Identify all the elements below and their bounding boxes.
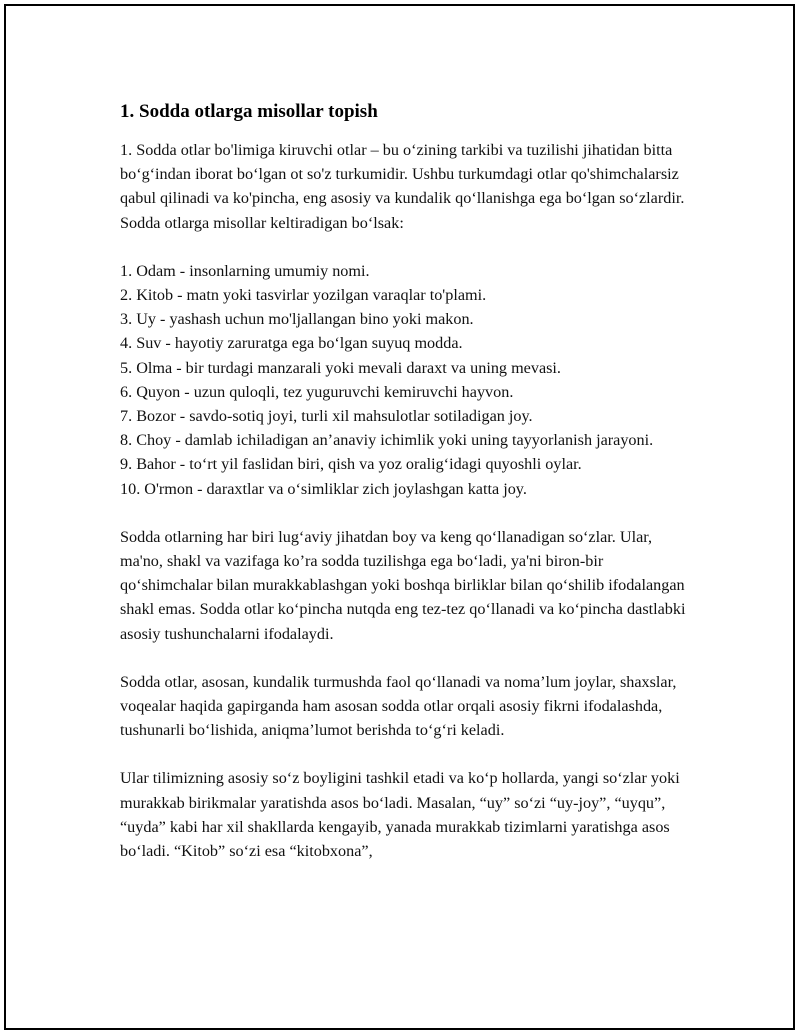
document-body: [120, 100, 690, 887]
list-item: 1. Odam - insonlarning umumiy nomi.: [120, 261, 370, 280]
body-paragraph-2: Sodda otlarning har biri lug‘aviy jihatdan boy va keng qo‘llanadigan so‘zlar. Ular, ma'no, shakl va vazifaga ko’ra sodda tuzilishga ega bo‘ladi, ya'ni biron-bir qo‘shimchalar bilan murakkablashgan yoki boshqa birliklar bilan qo‘shilib ifodalangan shakl emas. Sodda otlar ko‘pincha nutqda eng tez-tez qo‘llanadi va ko‘pincha dastlabki asosiy tushunchalarni ifodalaydi.: [120, 527, 686, 643]
body-paragraph-4: Ular tilimizning asosiy so‘z boyligini tashkil etadi va ko‘p hollarda, yangi so‘zlar yoki murakkab birikmalar yaratishda asos bo‘ladi. Masalan, “uy” so‘zi “uy-joy”, “uyqu”, “uyda” kabi har xil shakllarda kengayib, yanada murakkab tizimlarni yaratishga asos bo‘ladi. “Kitob” so‘zi esa “kitobxona”,: [120, 769, 680, 861]
list-item: 7. Bozor - savdo-sotiq joyi, turli xil mahsulotlar sotiladigan joy.: [120, 407, 533, 426]
list-item: 3. Uy - yashash uchun mo'ljallangan bino yoki makon.: [120, 310, 474, 329]
list-item: 4. Suv - hayotiy zaruratga ega bo‘lgan suyuq modda.: [120, 334, 463, 353]
list-item: 8. Choy - damlab ichiladigan an’anaviy ichimlik yoki uning tayyorlanish jarayoni.: [120, 431, 654, 450]
list-item: 6. Quyon - uzun quloqli, tez yuguruvchi kemiruvchi hayvon.: [120, 382, 514, 401]
list-item: 10. O'rmon - daraxtlar va o‘simliklar zich joylashgan katta joy.: [120, 479, 527, 498]
page-frame: [4, 4, 795, 1030]
intro-paragraph: 1. Sodda otlar bo'limiga kiruvchi otlar – bu o‘zining tarkibi va tuzilishi jihatidan bitta bo‘g‘indan iborat bo‘lgan ot so'z turkumidir. Ushbu turkumdagi otlar qo'shimchalarsiz qabul qilinadi va ko'pincha, eng asosiy va kundalik qo‘llanishga ega bo‘lgan so‘zlardir. Sodda otlarga misollar keltiradigan bo‘lsak:: [120, 141, 685, 232]
list-item: 5. Olma - bir turdagi manzarali yoki mevali daraxt va uning mevasi.: [120, 358, 561, 377]
list-item: 9. Bahor - to‘rt yil faslidan biri, qish va yoz oralig‘idagi quyoshli oylar.: [120, 455, 582, 474]
body-paragraph-3: Sodda otlar, asosan, kundalik turmushda faol qo‘llanadi va noma’lum joylar, shaxslar, voqealar haqida gapirganda ham asosan sodda otlar orqali asosiy fikrni ifodalashda, tushunarli bo‘lishida, aniqma’lumot berishda to‘g‘ri keladi.: [120, 672, 677, 740]
section-heading: 1. Sodda otlarga misollar topish: [120, 101, 378, 122]
list-item: 2. Kitob - matn yoki tasvirlar yozilgan varaqlar to'plami.: [120, 286, 487, 305]
examples-list: [120, 259, 690, 501]
